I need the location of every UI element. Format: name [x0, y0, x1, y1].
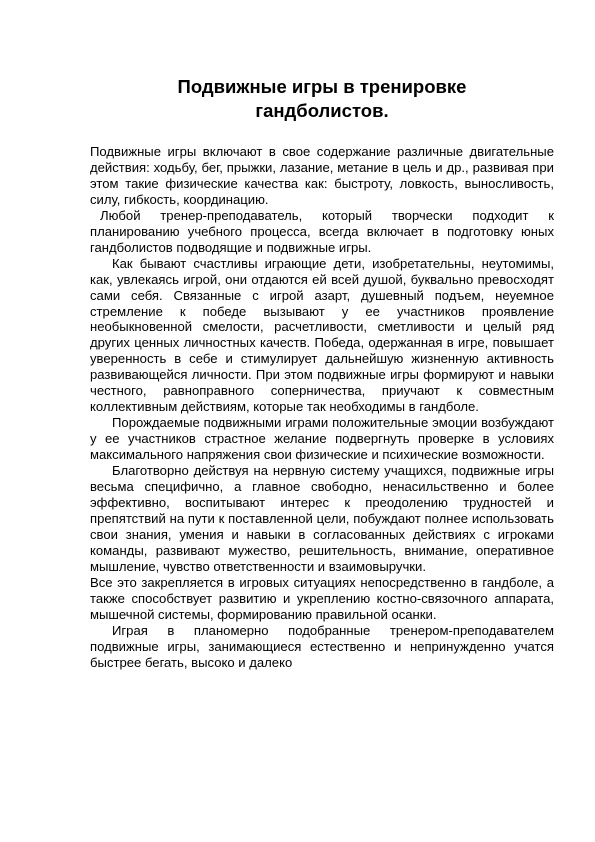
paragraph-5: Благотворно действуя на нервную систему учащихся, подвижные игры весьма специфично, а главное свободно, ненасильственно и более эффективно, воспитывают интерес к преодолению трудностей и препятствий на пути к поставленной цели, побуждают полнее использовать свои знания, умения и навыки в согласованных действиях с игроками команды, развивают мужество, решительность, внимание, оперативное мышление, чувство ответственности и взаимовыручки.: [90, 463, 554, 574]
paragraph-2: Любой тренер-преподаватель, который творчески подходит к планированию учебного процесса, всегда включает в подготовку юных гандболистов подводящие и подвижные игры.: [90, 207, 554, 255]
paragraph-4: Порождаемые подвижными играми положительные эмоции возбуждают у ее участников страстное желание подвергнуть проверке в условиях максимального напряжения свои физические и психические возможности.: [90, 415, 554, 463]
page-title: [90, 75, 554, 123]
document-body: [90, 144, 554, 670]
title-line-1: Подвижные игры в тренировке: [177, 76, 467, 97]
paragraph-7: Играя в планомерно подобранные тренером-преподавателем подвижные игры, занимающиеся естественно и непринужденно учатся быстрее бегать, высоко и далеко: [90, 622, 554, 670]
paragraph-1: Подвижные игры включают в свое содержание различные двигательные действия: ходьбу, бег, прыжки, лазание, метание в цель и др., развивая при этом такие физические качества как: быстроту, ловкость, выносливость, силу, гибкость, координацию.: [90, 144, 554, 207]
paragraph-6: Все это закрепляется в игровых ситуациях непосредственно в гандболе, а также способствует развитию и укреплению костно-связочного аппарата, мышечной системы, формированию правильной осанки.: [90, 574, 554, 622]
paragraph-3: Как бывают счастливы играющие дети, изобретательны, неутомимы, как, увлекаясь игрой, они отдаются ей всей душой, буквально превосходят сами себя. Связанные с игрой азарт, душевный подъем, неуемное стремление к победе вызывают у ее участников проявление необыкновенной смелости, расчетливости, сметливости и целый ряд других ценных личностных качеств. Победа, одержанная в игре, повышает уверенность в себе и стимулирует дальнейшую жизненную активность развивающейся личности. При этом подвижные игры формируют и навыки честного, равноправного соперничества, приучают к совместным коллективным действиям, которые так необходимы в гандболе.: [90, 255, 554, 415]
title-line-2: гандболистов.: [255, 100, 389, 121]
